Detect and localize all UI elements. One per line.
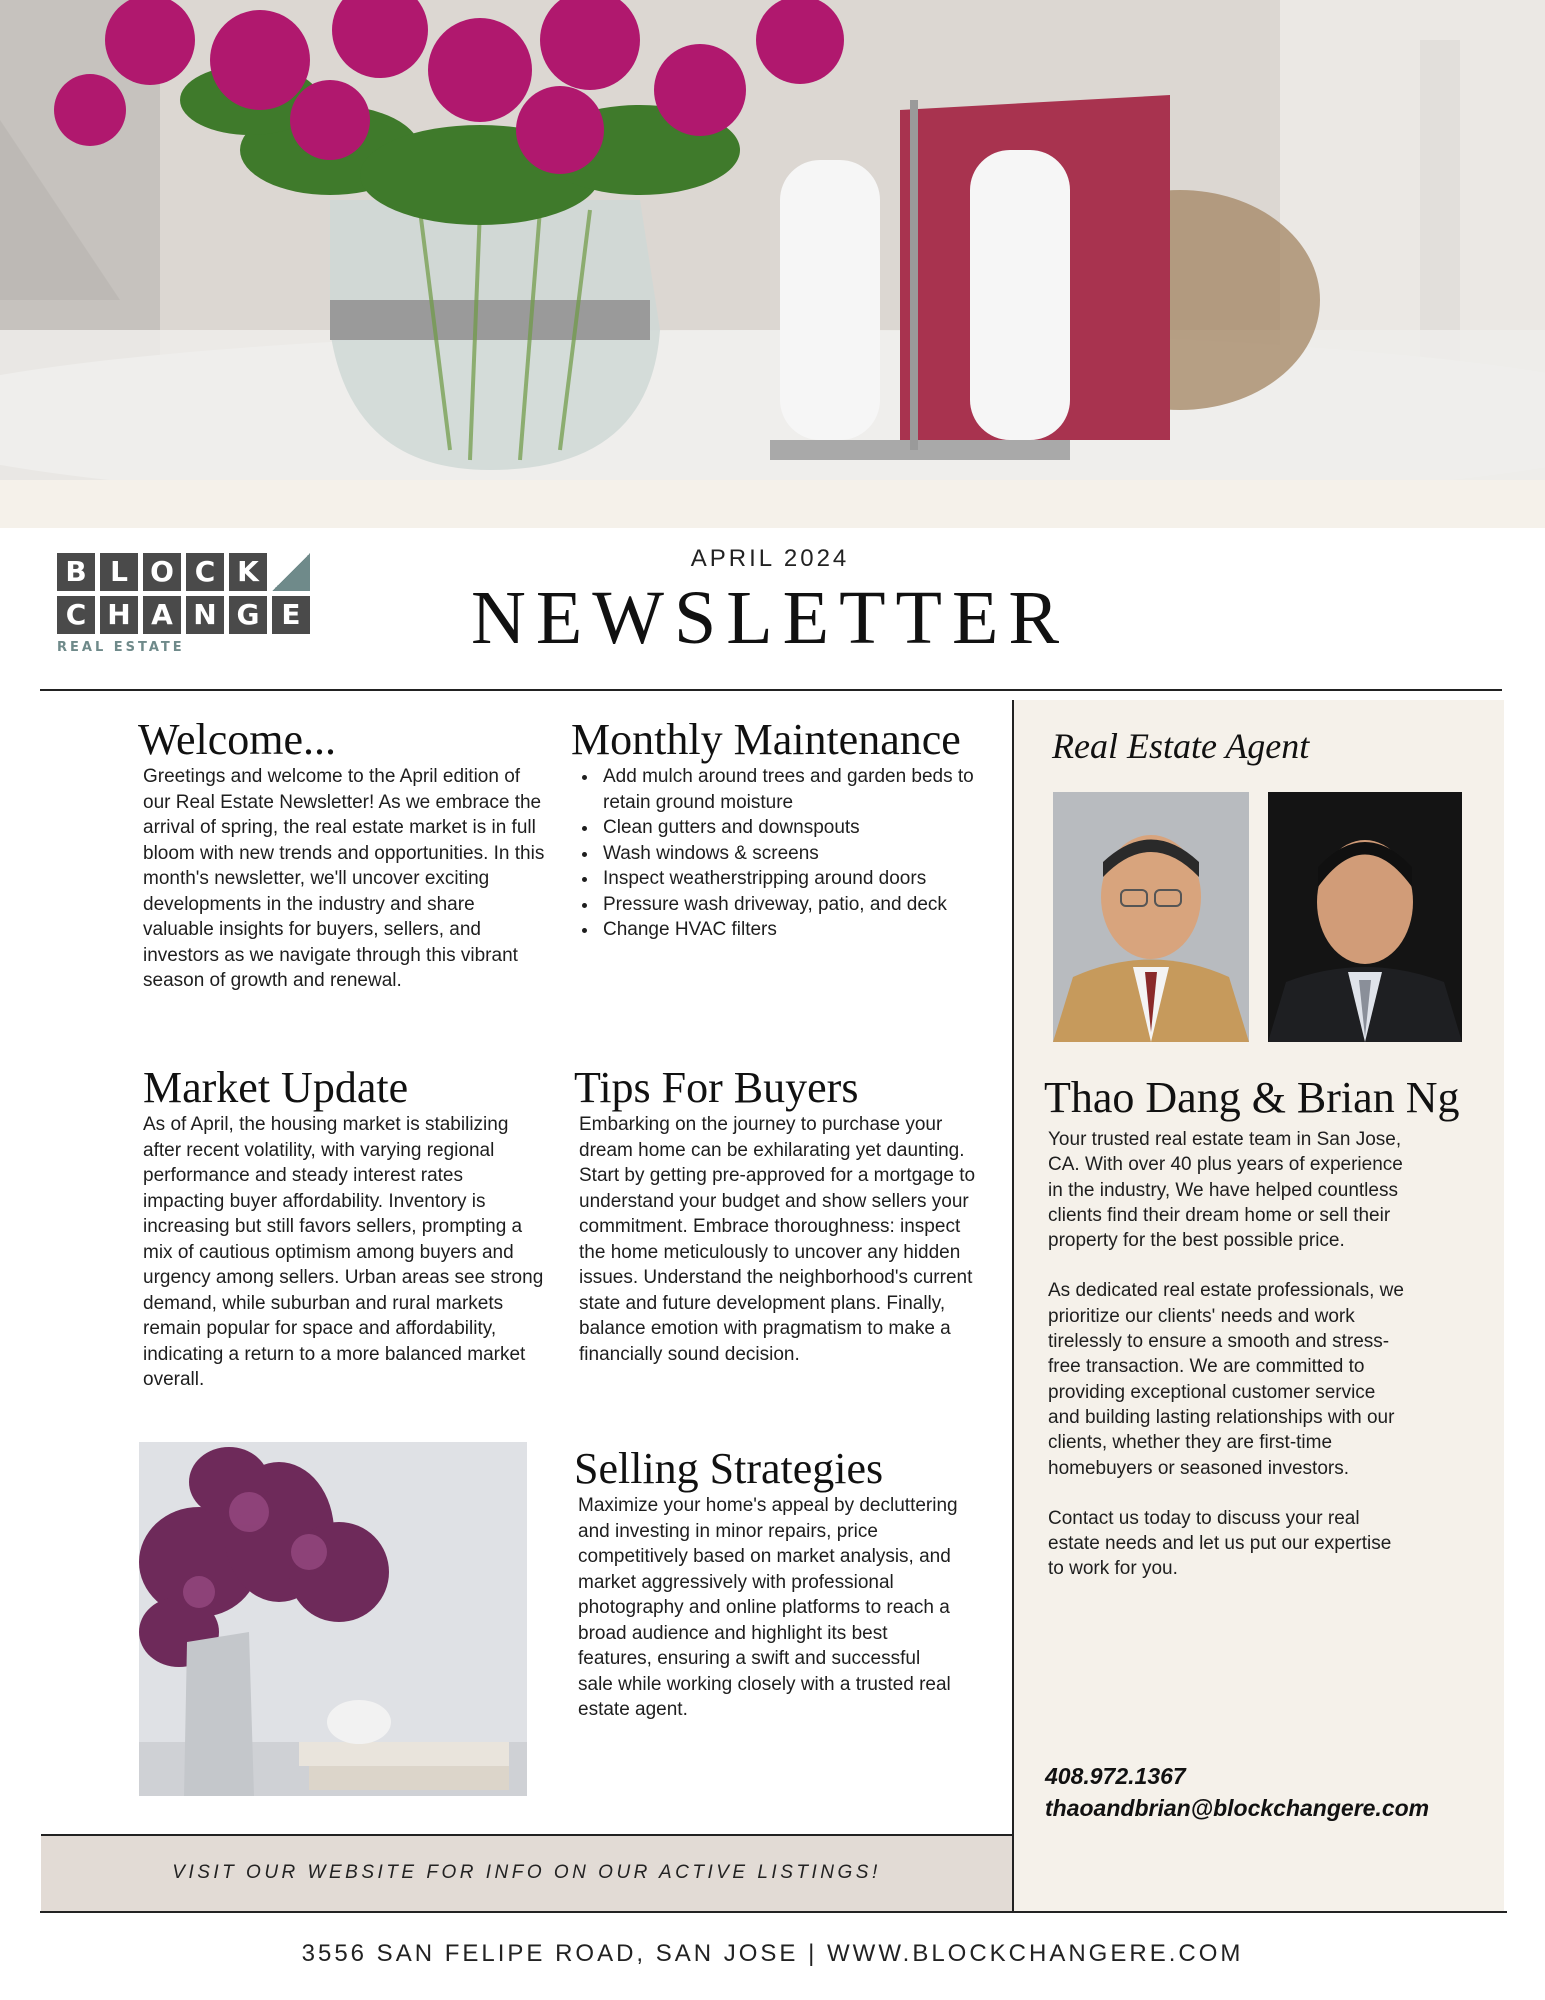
logo-subtitle: REAL ESTATE (57, 640, 185, 655)
agent-bio-paragraph: Contact us today to discuss your real estate needs and let us put our expertise to work for you. (1048, 1507, 1392, 1580)
logo-tile: N (186, 596, 224, 634)
agent-photo-thao (1053, 792, 1249, 1042)
listings-banner-text: VISIT OUR WEBSITE FOR INFO ON OUR ACTIVE LISTINGS! (172, 1862, 881, 1883)
hero-photo (0, 0, 1545, 480)
list-item: • Pressure wash driveway, patio, and deck (599, 892, 991, 918)
logo-tile: A (143, 596, 181, 634)
logo-row-block (57, 553, 347, 591)
maintenance-section (571, 715, 991, 943)
phone-number[interactable]: 408.972.1367 (1045, 1763, 1186, 1789)
logo-tile: K (229, 553, 267, 591)
selling-heading: Selling Strategies (574, 1444, 884, 1493)
email-address[interactable]: thaoandbrian@blockchangere.com (1045, 1795, 1430, 1821)
logo-tile: L (100, 553, 138, 591)
bottom-divider (40, 1911, 1507, 1913)
market-heading: Market Update (143, 1063, 409, 1112)
maintenance-list (571, 764, 991, 943)
maintenance-heading: Monthly Maintenance (571, 715, 961, 764)
agent-photo-brian (1268, 792, 1462, 1042)
hero-photo-illustration (0, 0, 1545, 480)
listings-banner (41, 1834, 1012, 1911)
contact-info (1045, 1760, 1429, 1824)
lilac-photo-illustration (139, 1442, 527, 1796)
agent-bio-paragraph: As dedicated real estate professionals, we prioritize our clients' needs and work tirelessly to ensure a smooth and stress-free transaction. We are committed to providing exceptional customer service and building lasting relationships with our clients, whether they are first-time homebuyers or seasoned investors. (1048, 1280, 1404, 1479)
agent-portrait-illustration (1053, 792, 1249, 1042)
market-body: As of April, the housing market is stabilizing after recent volatility, with varying regional performance and steady interest rates impacting buyer affordability. Inventory is increasing but still favors sellers, prompting a mix of cautious optimism among buyers and urgency among sellers. Urban areas see strong demand, while suburban and rural markets remain popular for space and affordability, indicating a return to a more balanced market overall. (143, 1114, 544, 1390)
logo-tile: C (57, 596, 95, 634)
logo-tile: C (186, 553, 224, 591)
top-divider (40, 689, 1502, 691)
hero-band (0, 480, 1545, 528)
buyers-heading: Tips For Buyers (574, 1063, 859, 1112)
list-item: • Add mulch around trees and garden beds to retain ground moisture (599, 764, 991, 815)
list-item: • Change HVAC filters (599, 917, 991, 943)
selling-body: Maximize your home's appeal by decluttering and investing in minor repairs, price competitively based on market analysis, and market aggressively with professional photography and online platforms to reach a broad audience and highlight its best features, ensuring a swift and successful sale while working closely with a trusted real estate agent. (578, 1495, 958, 1720)
buyers-section (574, 1063, 984, 1367)
market-section (143, 1063, 548, 1393)
issue-date: APRIL 2024 (690, 545, 850, 572)
newsletter-title: NEWSLETTER (470, 576, 1070, 660)
block-change-logo (57, 553, 347, 655)
logo-tile: G (229, 596, 267, 634)
agent-bio-paragraph: Your trusted real estate team in San Jose, CA. With over 40 plus years of experience in the industry, We have helped countless clients find their dream home or sell their property for the best possible price. (1048, 1129, 1403, 1252)
lilac-vase-photo (139, 1442, 527, 1796)
footer-address: 3556 SAN FELIPE ROAD, SAN JOSE | WWW.BLOCKCHANGERE.COM (301, 1940, 1244, 1967)
logo-corner-mark (272, 553, 310, 591)
selling-section (574, 1444, 984, 1723)
column-divider (1012, 700, 1014, 1912)
logo-tile: E (272, 596, 310, 634)
welcome-section (138, 715, 548, 994)
logo-tile: B (57, 553, 95, 591)
list-item: • Inspect weatherstripping around doors (599, 866, 991, 892)
list-item: • Wash windows & screens (599, 841, 991, 867)
logo-tile: O (143, 553, 181, 591)
agent-names: Thao Dang & Brian Ng (1044, 1073, 1460, 1122)
agent-label: Real Estate Agent (1052, 726, 1310, 766)
list-item: • Clean gutters and downspouts (599, 815, 991, 841)
agent-portrait-illustration (1268, 792, 1462, 1042)
buyers-body: Embarking on the journey to purchase your dream home can be exhilarating yet daunting. Start by getting pre-approved for a mortgage to understand your budget and show sellers your commitment. Embrace thoroughness: inspect the home meticulously to uncover any hidden issues. Understand the neighborhood's current state and future development plans. Finally, balance emotion with pragmatism to make a financially sound decision. (579, 1114, 976, 1365)
welcome-heading: Welcome... (138, 715, 337, 764)
logo-row-change (57, 596, 347, 634)
agent-bio (1048, 1127, 1408, 1607)
logo-tile: H (100, 596, 138, 634)
welcome-body: Greetings and welcome to the April edition of our Real Estate Newsletter! As we embrace the arrival of spring, the real estate market is in full bloom with new trends and opportunities. In this month's newsletter, we'll uncover exciting developments in the industry and share valuable insights for buyers, sellers, and investors as we navigate through this vibrant season of growth and renewal. (143, 766, 545, 991)
